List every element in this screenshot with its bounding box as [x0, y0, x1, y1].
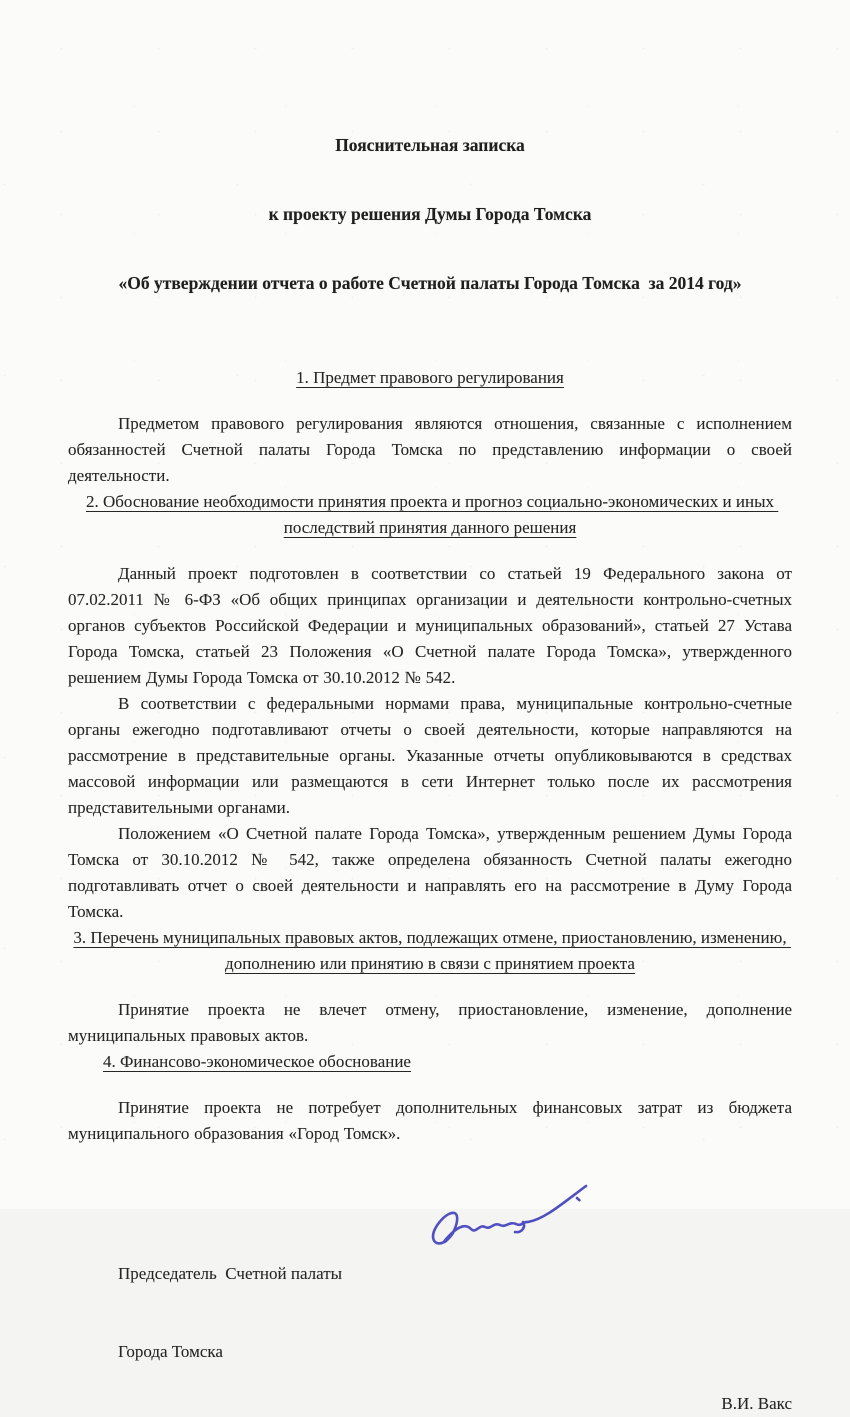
section-1-heading: 1. Предмет правового регулирования — [296, 368, 564, 387]
section-3-paragraph: Принятие проекта не влечет отмену, приостановление, изменение, дополнение муниципальных правовых актов. — [68, 1000, 797, 1045]
signatory-name: В.И. Вакс — [721, 1394, 792, 1413]
section-2-heading: 2. Обоснование необходимости принятия проекта и прогноз социально-экономических и иных последствий принятия данного решения — [86, 492, 779, 537]
signatory-position — [68, 1209, 342, 1417]
title-line-3: «Об утверждении отчета о работе Счетной палаты Города Томска за 2014 год» — [118, 273, 742, 293]
document-title — [68, 88, 792, 341]
section-1-paragraph: Предметом правового регулирования являются отношения, связанные с исполнением обязанностей Счетной палаты Города Томска по представлению информации о своей деятельности. — [68, 414, 802, 485]
title-line-2: к проекту решения Думы Города Томска — [268, 204, 592, 224]
signatory-position-line-2: Города Томска — [118, 1342, 223, 1361]
section-2-paragraph-1: Данный проект подготовлен в соответствии со статьей 19 Федерального закона от 07.02.2011 № 6-ФЗ «Об общих принципах организации и деятельности контрольно-счетных органов субъектов Российской Федерации и муниципальных образований», статьей 27 Устава Города Томска, статьей 23 Положения «О Счетной палате Города Томска», утвержденного решением Думы Города Томска от 30.10.2012 № 542. — [68, 564, 797, 687]
signatory-position-line-1: Председатель Счетной палаты — [118, 1264, 343, 1283]
section-3-heading: 3. Перечень муниципальных правовых актов, подлежащих отмене, приостановлению, изменению, дополнению или принятию в связи с принятием проекта — [73, 928, 791, 973]
section-4-heading: 4. Финансово-экономическое обоснование — [103, 1052, 411, 1071]
section-2-paragraph-3: Положением «О Счетной палате Города Томска», утвержденным решением Думы Города Томска от 30.10.2012 № 542, также определена обязанность Счетной палаты ежегодно подготавливать отчет о своей деятельности и направлять его на рассмотрение в Думу Города Томска. — [68, 824, 797, 921]
section-2-paragraph-2: В соответствии с федеральными нормами права, муниципальные контрольно-счетные органы ежегодно подготавливают отчеты о своей деятельности, которые направляются на рассмотрение в представительные органы. Указанные отчеты опубликовываются в средствах массовой информации или размещаются в сети Интернет только после их рассмотрения представительными органами. — [68, 694, 797, 817]
signature-block — [68, 1209, 792, 1417]
handwritten-signature — [423, 1175, 603, 1265]
title-line-1: Пояснительная записка — [335, 135, 525, 155]
section-4-paragraph: Принятие проекта не потребует дополнительных финансовых затрат из бюджета муниципального образования «Город Томск». — [68, 1098, 797, 1143]
